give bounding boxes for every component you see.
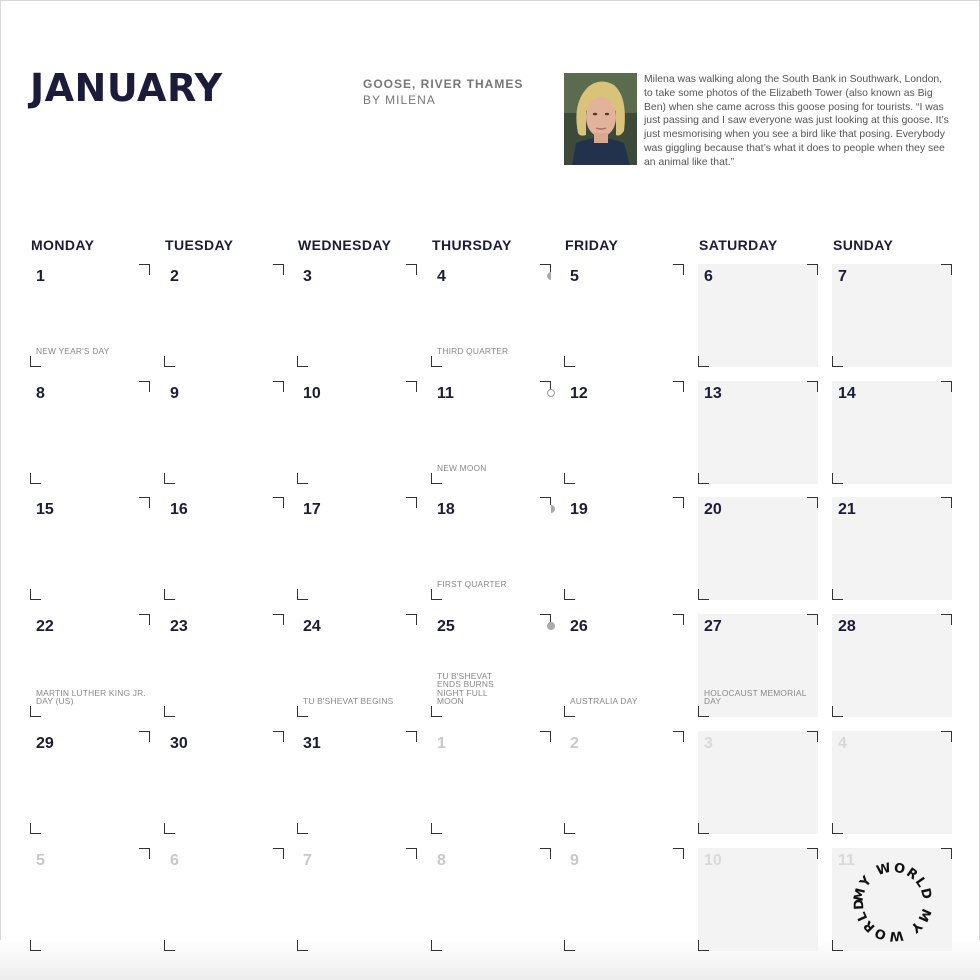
corner-mark-bottom-left — [164, 940, 175, 951]
day-number: 22 — [36, 618, 54, 635]
event-note: THIRD QUARTER — [437, 346, 509, 357]
day-number: 9 — [170, 385, 179, 402]
day-cell[interactable] — [431, 381, 551, 484]
corner-mark-bottom-left — [297, 356, 308, 367]
corner-mark-bottom-left — [297, 940, 308, 951]
day-number: 13 — [704, 385, 722, 402]
corner-mark-top-right — [139, 614, 150, 625]
day-number: 30 — [170, 735, 188, 752]
day-cell[interactable] — [30, 614, 150, 717]
day-cell[interactable] — [297, 497, 417, 600]
corner-mark-bottom-left — [30, 706, 41, 717]
day-cell[interactable] — [832, 731, 952, 834]
corner-mark-top-right — [540, 731, 551, 742]
corner-mark-top-right — [406, 497, 417, 508]
day-number: 11 — [838, 852, 855, 869]
day-cell[interactable] — [30, 848, 150, 951]
day-number: 14 — [838, 385, 856, 402]
day-number: 16 — [170, 501, 188, 518]
day-number: 7 — [303, 852, 312, 869]
corner-mark-bottom-left — [30, 589, 41, 600]
corner-mark-bottom-left — [698, 473, 709, 484]
day-number: 5 — [570, 268, 579, 285]
photo-story — [564, 73, 952, 170]
day-number: 2 — [570, 735, 579, 752]
corner-mark-top-right — [673, 381, 684, 392]
corner-mark-bottom-left — [564, 823, 575, 834]
day-cell[interactable] — [698, 848, 818, 951]
corner-mark-bottom-left — [832, 706, 843, 717]
moon-phase-icon — [547, 505, 555, 513]
day-cell[interactable] — [30, 264, 150, 367]
photo-caption — [363, 76, 523, 108]
corner-mark-bottom-left — [832, 823, 843, 834]
corner-mark-bottom-left — [564, 473, 575, 484]
corner-mark-top-right — [941, 264, 952, 275]
event-note: NEW YEAR'S DAY — [36, 346, 110, 357]
weekday-sunday: SUNDAY — [833, 237, 894, 253]
day-number: 4 — [838, 735, 847, 752]
corner-mark-top-right — [673, 497, 684, 508]
corner-mark-top-right — [406, 381, 417, 392]
corner-mark-top-right — [139, 381, 150, 392]
corner-mark-top-right — [673, 614, 684, 625]
corner-mark-bottom-left — [30, 473, 41, 484]
day-number: 3 — [704, 735, 713, 752]
corner-mark-top-right — [406, 848, 417, 859]
corner-mark-top-right — [807, 614, 818, 625]
corner-mark-bottom-left — [431, 473, 442, 484]
corner-mark-top-right — [273, 381, 284, 392]
day-number: 5 — [36, 852, 45, 869]
corner-mark-bottom-left — [431, 356, 442, 367]
stamp-text: MY WORLD MY WORLD — [851, 860, 935, 944]
corner-mark-bottom-left — [431, 589, 442, 600]
corner-mark-top-right — [273, 731, 284, 742]
day-cell[interactable] — [431, 614, 551, 717]
corner-mark-top-right — [807, 264, 818, 275]
weekday-monday: MONDAY — [31, 237, 95, 253]
day-cell[interactable] — [30, 731, 150, 834]
day-cell[interactable] — [164, 497, 284, 600]
corner-mark-bottom-left — [564, 940, 575, 951]
day-number: 31 — [303, 735, 321, 752]
day-number: 10 — [704, 852, 722, 869]
corner-mark-bottom-left — [832, 356, 843, 367]
day-number: 1 — [36, 268, 45, 285]
corner-mark-bottom-left — [832, 940, 843, 951]
day-cell[interactable] — [297, 848, 417, 951]
caption-author: BY MILENA — [363, 93, 436, 107]
day-cell[interactable] — [164, 731, 284, 834]
corner-mark-top-right — [941, 731, 952, 742]
day-number: 21 — [838, 501, 856, 518]
day-cell[interactable] — [297, 731, 417, 834]
corner-mark-bottom-left — [431, 706, 442, 717]
month-title: JANUARY — [30, 66, 223, 110]
story-text: Milena was walking along the South Bank in Southwark, London, to take some photos of the Elizabeth Tower (also known as Big Ben) when she came across this goose posing for tourists. “I was just passing and I saw everyone was just looking at this goose. It’s just mesmorising when you see a bird like that posing. Everybody was giggling because that’s what it does to people when they see an animal like that.” — [644, 74, 949, 168]
day-number: 10 — [303, 385, 321, 402]
day-number: 20 — [704, 501, 722, 518]
day-number: 17 — [303, 501, 321, 518]
day-number: 23 — [170, 618, 188, 635]
corner-mark-bottom-left — [698, 589, 709, 600]
day-number: 26 — [570, 618, 588, 635]
corner-mark-bottom-left — [564, 589, 575, 600]
day-number: 18 — [437, 501, 455, 518]
day-cell[interactable] — [164, 848, 284, 951]
day-cell[interactable] — [698, 264, 818, 367]
corner-mark-top-right — [807, 497, 818, 508]
corner-mark-top-right — [807, 731, 818, 742]
day-cell[interactable] — [832, 264, 952, 367]
corner-mark-top-right — [540, 848, 551, 859]
corner-mark-bottom-left — [164, 356, 175, 367]
moon-phase-icon — [547, 622, 555, 630]
caption-title: GOOSE, RIVER THAMES — [363, 77, 524, 91]
event-note: FIRST QUARTER — [437, 579, 507, 590]
event-note: MARTIN LUTHER KING JR. DAY (US) — [36, 687, 146, 707]
corner-mark-top-right — [673, 731, 684, 742]
day-number: 15 — [36, 501, 54, 518]
corner-mark-top-right — [673, 264, 684, 275]
day-cell[interactable] — [431, 497, 551, 600]
day-cell[interactable] — [431, 264, 551, 367]
day-number: 3 — [303, 268, 312, 285]
corner-mark-bottom-left — [297, 823, 308, 834]
day-cell[interactable] — [564, 731, 684, 834]
day-number: 27 — [704, 618, 722, 635]
day-cell[interactable] — [698, 731, 818, 834]
corner-mark-top-right — [807, 381, 818, 392]
my-world-stamp — [843, 852, 943, 952]
day-number: 19 — [570, 501, 588, 518]
corner-mark-top-right — [406, 264, 417, 275]
weekday-thursday: THURSDAY — [432, 237, 512, 253]
corner-mark-bottom-left — [564, 706, 575, 717]
corner-mark-bottom-left — [164, 589, 175, 600]
corner-mark-top-right — [941, 497, 952, 508]
day-number: 8 — [437, 852, 446, 869]
day-number: 7 — [838, 268, 847, 285]
day-cell[interactable] — [297, 381, 417, 484]
corner-mark-top-right — [406, 614, 417, 625]
weekday-wednesday: WEDNESDAY — [298, 237, 392, 253]
corner-mark-bottom-left — [431, 823, 442, 834]
corner-mark-top-right — [139, 264, 150, 275]
day-cell[interactable] — [164, 381, 284, 484]
day-cell[interactable] — [564, 848, 684, 951]
day-cell[interactable] — [297, 264, 417, 367]
moon-phase-icon — [547, 272, 555, 280]
corner-mark-top-right — [139, 731, 150, 742]
day-number: 28 — [838, 618, 856, 635]
corner-mark-bottom-left — [297, 473, 308, 484]
corner-mark-bottom-left — [832, 589, 843, 600]
corner-mark-bottom-left — [564, 356, 575, 367]
day-number: 29 — [36, 735, 54, 752]
corner-mark-top-right — [673, 848, 684, 859]
corner-mark-bottom-left — [164, 823, 175, 834]
corner-mark-top-right — [941, 381, 952, 392]
weekday-friday: FRIDAY — [565, 237, 619, 253]
corner-mark-bottom-left — [164, 473, 175, 484]
corner-mark-bottom-left — [698, 356, 709, 367]
weekday-saturday: SATURDAY — [699, 237, 778, 253]
day-cell[interactable] — [297, 614, 417, 717]
corner-mark-bottom-left — [698, 706, 709, 717]
corner-mark-bottom-left — [30, 823, 41, 834]
day-number: 8 — [36, 385, 45, 402]
corner-mark-top-right — [139, 497, 150, 508]
corner-mark-bottom-left — [30, 356, 41, 367]
day-cell[interactable] — [698, 497, 818, 600]
day-number: 6 — [704, 268, 713, 285]
corner-mark-bottom-left — [431, 940, 442, 951]
day-cell[interactable] — [30, 497, 150, 600]
day-number: 12 — [570, 385, 588, 402]
day-cell[interactable] — [832, 614, 952, 717]
day-cell[interactable] — [832, 497, 952, 600]
day-cell[interactable] — [564, 497, 684, 600]
event-note: AUSTRALIA DAY — [570, 696, 638, 707]
day-cell[interactable] — [698, 381, 818, 484]
day-cell[interactable] — [30, 381, 150, 484]
day-cell[interactable] — [698, 614, 818, 717]
day-number: 2 — [170, 268, 179, 285]
event-note: HOLOCAUST MEMORIAL DAY — [704, 687, 807, 707]
day-number: 25 — [437, 618, 455, 635]
day-cell[interactable] — [164, 614, 284, 717]
corner-mark-bottom-left — [30, 940, 41, 951]
corner-mark-top-right — [273, 497, 284, 508]
day-number: 9 — [570, 852, 579, 869]
day-cell[interactable] — [431, 848, 551, 951]
event-note: TU B'SHEVAT ENDS BURNS NIGHT FULL MOON — [437, 670, 494, 707]
corner-mark-top-right — [273, 264, 284, 275]
day-number: 4 — [437, 268, 446, 285]
corner-mark-top-right — [807, 848, 818, 859]
weekday-tuesday: TUESDAY — [165, 237, 234, 253]
corner-mark-top-right — [139, 848, 150, 859]
corner-mark-bottom-left — [297, 589, 308, 600]
corner-mark-top-right — [941, 614, 952, 625]
day-cell[interactable] — [564, 264, 684, 367]
corner-mark-bottom-left — [297, 706, 308, 717]
svg-text:MY WORLD MY WORLD — [851, 860, 934, 943]
corner-mark-bottom-left — [698, 940, 709, 951]
event-note: NEW MOON — [437, 463, 487, 474]
corner-mark-top-right — [273, 848, 284, 859]
day-number: 24 — [303, 618, 321, 635]
corner-mark-top-right — [406, 731, 417, 742]
day-cell[interactable] — [164, 264, 284, 367]
corner-mark-top-right — [273, 614, 284, 625]
moon-phase-icon — [547, 389, 555, 397]
corner-mark-bottom-left — [698, 823, 709, 834]
corner-mark-bottom-left — [164, 706, 175, 717]
day-cell[interactable] — [431, 731, 551, 834]
day-cell[interactable] — [564, 614, 684, 717]
day-cell[interactable] — [564, 381, 684, 484]
day-number: 11 — [437, 385, 454, 402]
corner-mark-bottom-left — [832, 473, 843, 484]
day-cell[interactable] — [832, 381, 952, 484]
day-number: 1 — [437, 735, 446, 752]
event-note: TU B'SHEVAT BEGINS — [303, 696, 394, 707]
day-number: 6 — [170, 852, 179, 869]
